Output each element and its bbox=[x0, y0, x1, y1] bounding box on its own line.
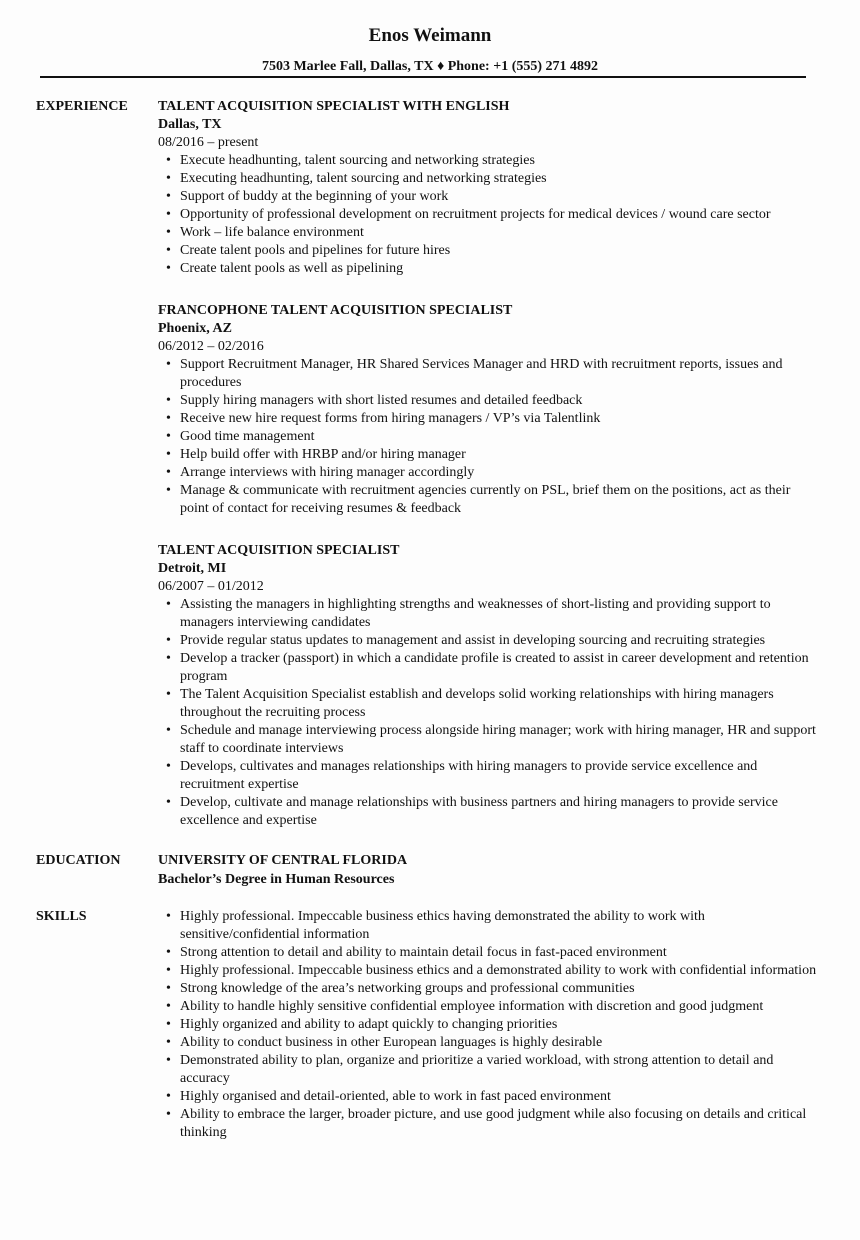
bullet-item: • Receive new hire request forms from hiring managers / VP’s via Talentlink bbox=[158, 410, 818, 428]
job-title: FRANCOPHONE TALENT ACQUISITION SPECIALIST bbox=[158, 303, 513, 318]
bullet-item: • The Talent Acquisition Specialist establish and develops solid working relationships with hiring managers throughout the recruiting process bbox=[158, 686, 818, 722]
skills-bullets bbox=[158, 908, 818, 1142]
job-dates: 08/2016 – present bbox=[158, 135, 259, 150]
skill-item: • Highly professional. Impeccable business ethics and a demonstrated ability to work with confidential information bbox=[158, 962, 818, 980]
job-bullets bbox=[158, 356, 818, 518]
bullet-item: • Supply hiring managers with short listed resumes and detailed feedback bbox=[158, 392, 818, 410]
job-entry bbox=[158, 98, 818, 278]
bullet-item: • Good time management bbox=[158, 428, 818, 446]
skill-item: • Highly professional. Impeccable business ethics having demonstrated the ability to work with sensitive/confidential information bbox=[158, 908, 818, 944]
job-title: TALENT ACQUISITION SPECIALIST WITH ENGLISH bbox=[158, 99, 510, 114]
bullet-item: • Execute headhunting, talent sourcing and networking strategies bbox=[158, 152, 818, 170]
skill-item: • Ability to handle highly sensitive confidential employee information with discretion and good judgment bbox=[158, 998, 818, 1016]
skill-item: • Ability to conduct business in other European languages is highly desirable bbox=[158, 1034, 818, 1052]
bullet-item: • Schedule and manage interviewing process alongside hiring manager; work with hiring manager, HR and support staff to coordinate interviews bbox=[158, 722, 818, 758]
job-entry bbox=[158, 542, 818, 830]
skill-item: • Strong knowledge of the area’s networking groups and professional communities bbox=[158, 980, 818, 998]
bullet-item: • Arrange interviews with hiring manager accordingly bbox=[158, 464, 818, 482]
bullet-item: • Manage & communicate with recruitment agencies currently on PSL, brief them on the positions, act as their point of contact for receiving resumes & feedback bbox=[158, 482, 818, 518]
section-label-experience: EXPERIENCE bbox=[36, 99, 128, 114]
bullet-item: • Assisting the managers in highlighting strengths and weaknesses of short-listing and providing support to managers interviewing candidates bbox=[158, 596, 818, 632]
job-location: Phoenix, AZ bbox=[158, 321, 232, 336]
contact-line: 7503 Marlee Fall, Dallas, TX ♦ Phone: +1 (555) 271 4892 bbox=[261, 59, 599, 74]
skills-list bbox=[158, 908, 818, 1142]
resume-header bbox=[0, 24, 860, 76]
experience-list bbox=[158, 98, 818, 854]
bullet-item: • Opportunity of professional development on recruitment projects for medical devices / wound care sector bbox=[158, 206, 818, 224]
section-label-education: EDUCATION bbox=[36, 853, 121, 868]
bullet-item: • Support of buddy at the beginning of your work bbox=[158, 188, 818, 206]
bullet-item: • Create talent pools as well as pipelining bbox=[158, 260, 818, 278]
section-label-skills: SKILLS bbox=[36, 909, 87, 924]
job-location: Detroit, MI bbox=[158, 561, 227, 576]
bullet-item: • Develops, cultivates and manages relationships with hiring managers to provide service excellence and recruitment expertise bbox=[158, 758, 818, 794]
bullet-item: • Develop a tracker (passport) in which a candidate profile is created to assist in career development and retention program bbox=[158, 650, 818, 686]
school-name: UNIVERSITY OF CENTRAL FLORIDA bbox=[158, 853, 408, 868]
bullet-item: • Help build offer with HRBP and/or hiring manager bbox=[158, 446, 818, 464]
job-dates: 06/2012 – 02/2016 bbox=[158, 339, 264, 354]
education-entry bbox=[158, 852, 818, 890]
job-bullets bbox=[158, 152, 818, 278]
skill-item: • Highly organised and detail-oriented, able to work in fast paced environment bbox=[158, 1088, 818, 1106]
candidate-name: Enos Weimann bbox=[368, 25, 492, 46]
skill-item: • Strong attention to detail and ability to maintain detail focus in fast-paced environment bbox=[158, 944, 818, 962]
job-title: TALENT ACQUISITION SPECIALIST bbox=[158, 543, 400, 558]
degree: Bachelor’s Degree in Human Resources bbox=[158, 872, 395, 887]
bullet-item: • Develop, cultivate and manage relationships with business partners and hiring managers to provide service excellence and expertise bbox=[158, 794, 818, 830]
job-location: Dallas, TX bbox=[158, 117, 222, 132]
bullet-item: • Provide regular status updates to management and assist in developing sourcing and recruiting strategies bbox=[158, 632, 818, 650]
job-dates: 06/2007 – 01/2012 bbox=[158, 579, 264, 594]
job-bullets bbox=[158, 596, 818, 830]
bullet-item: • Create talent pools and pipelines for future hires bbox=[158, 242, 818, 260]
header-divider bbox=[40, 76, 806, 78]
bullet-item: • Executing headhunting, talent sourcing and networking strategies bbox=[158, 170, 818, 188]
bullet-item: • Support Recruitment Manager, HR Shared Services Manager and HRD with recruitment reports, issues and procedures bbox=[158, 356, 818, 392]
skill-item: • Ability to embrace the larger, broader picture, and use good judgment while also focusing on details and critical thinking bbox=[158, 1106, 818, 1142]
skill-item: • Demonstrated ability to plan, organize and prioritize a varied workload, with strong attention to detail and accuracy bbox=[158, 1052, 818, 1088]
job-entry bbox=[158, 302, 818, 518]
skill-item: • Highly organized and ability to adapt quickly to changing priorities bbox=[158, 1016, 818, 1034]
bullet-item: • Work – life balance environment bbox=[158, 224, 818, 242]
